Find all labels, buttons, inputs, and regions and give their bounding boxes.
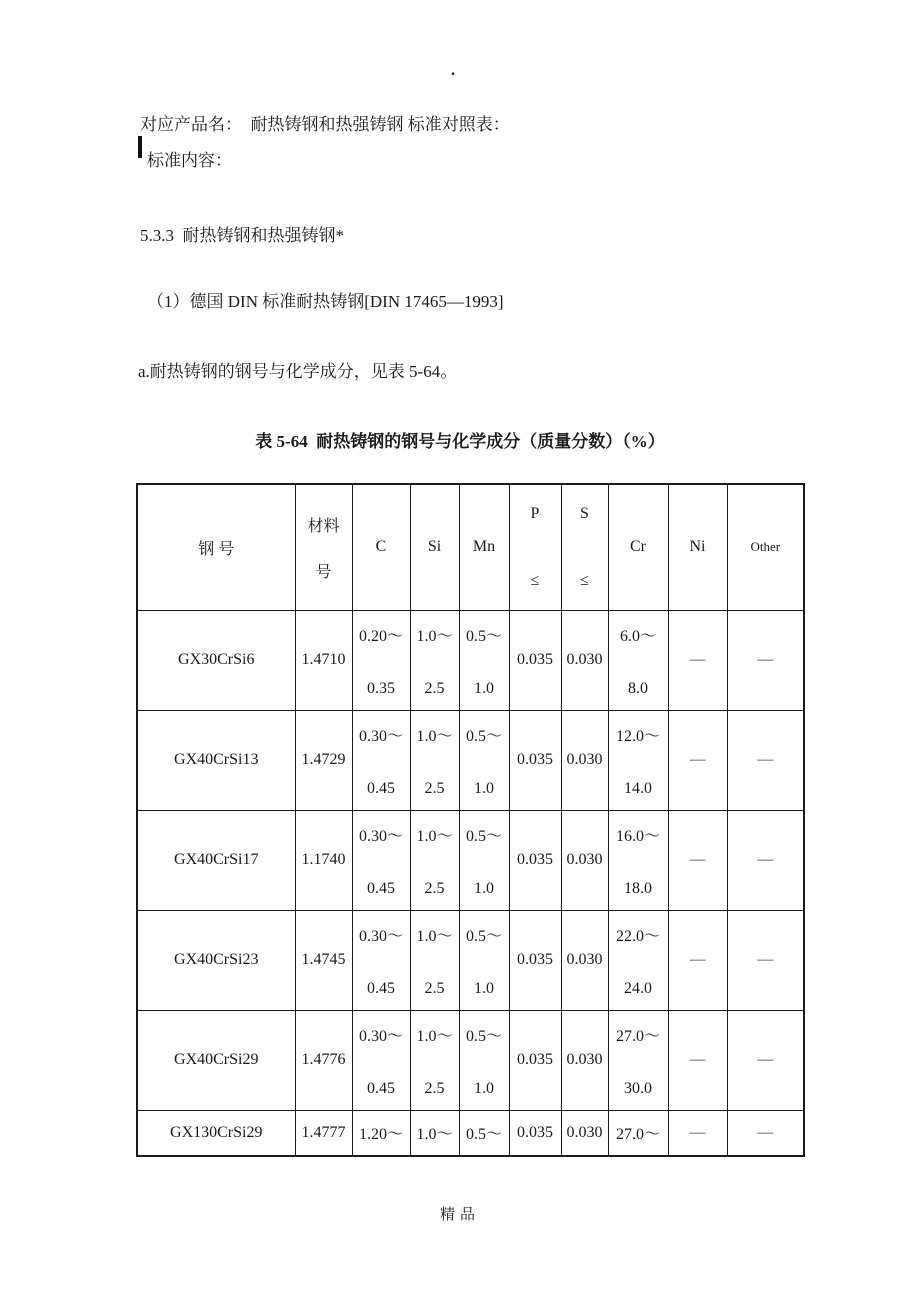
top-dot: . bbox=[451, 62, 455, 79]
cell-p: 0.035 bbox=[509, 1110, 561, 1156]
cell-s: 0.030 bbox=[561, 1010, 608, 1110]
cell-c: 0.30～ 0.45 bbox=[352, 910, 410, 1010]
cell-mn: 0.5～ 1.0 bbox=[459, 610, 509, 710]
section-heading: 5.3.3 耐热铸钢和热强铸钢* bbox=[140, 226, 344, 245]
col-header-s bbox=[561, 484, 608, 610]
cell-s: 0.030 bbox=[561, 910, 608, 1010]
table-row bbox=[137, 1110, 804, 1156]
cell-c: 0.30～ 0.45 bbox=[352, 1010, 410, 1110]
cell-grade: GX30CrSi6 bbox=[137, 610, 295, 710]
cell-other: — bbox=[727, 710, 804, 810]
cell-material-no: 1.4776 bbox=[295, 1010, 352, 1110]
cell-p: 0.035 bbox=[509, 1010, 561, 1110]
cell-p: 0.035 bbox=[509, 610, 561, 710]
table-caption: 表 5-64 耐热铸钢的钢号与化学成分（质量分数）（%） bbox=[255, 432, 665, 451]
less-equal-symbol: ≤ bbox=[580, 571, 589, 589]
cell-cr: 27.0～ bbox=[608, 1110, 668, 1156]
cell-s: 0.030 bbox=[561, 710, 608, 810]
footer-label: 精品 bbox=[439, 1207, 480, 1223]
header-label: Si bbox=[427, 538, 442, 556]
cell-s: 0.030 bbox=[561, 810, 608, 910]
cell-grade: GX40CrSi17 bbox=[137, 810, 295, 910]
cell-other: — bbox=[727, 810, 804, 910]
table-row bbox=[137, 610, 804, 710]
cell-grade: GX40CrSi23 bbox=[137, 910, 295, 1010]
cell-other: — bbox=[727, 1010, 804, 1110]
col-header-p bbox=[509, 484, 561, 610]
cell-si: 1.0～ 2.5 bbox=[410, 910, 459, 1010]
col-header-material-no bbox=[295, 484, 352, 610]
cell-ni: — bbox=[668, 610, 727, 710]
cell-c: 0.20～ 0.35 bbox=[352, 610, 410, 710]
col-header-other bbox=[727, 484, 804, 610]
cell-material-no: 1.4729 bbox=[295, 710, 352, 810]
cell-cr: 16.0～ 18.0 bbox=[608, 810, 668, 910]
less-equal-symbol: ≤ bbox=[530, 571, 540, 589]
cell-cr: 12.0～ 14.0 bbox=[608, 710, 668, 810]
col-header-grade bbox=[137, 484, 295, 610]
header-label: C bbox=[375, 538, 387, 556]
cell-material-no: 1.4777 bbox=[295, 1110, 352, 1156]
cell-cr: 6.0～ 8.0 bbox=[608, 610, 668, 710]
table-row bbox=[137, 910, 804, 1010]
col-header-si bbox=[410, 484, 459, 610]
table-row bbox=[137, 1010, 804, 1110]
cell-mn: 0.5～ 1.0 bbox=[459, 810, 509, 910]
col-header-ni bbox=[668, 484, 727, 610]
cell-si: 1.0～ 2.5 bbox=[410, 710, 459, 810]
header-label: S bbox=[580, 505, 589, 522]
cell-c: 0.30～ 0.45 bbox=[352, 810, 410, 910]
product-name-line: 对应产品名： 耐热铸钢和热强铸钢 标准对照表： bbox=[140, 115, 510, 134]
cell-material-no: 1.4745 bbox=[295, 910, 352, 1010]
header-label: P bbox=[530, 505, 540, 522]
header-row bbox=[137, 484, 804, 610]
composition-table bbox=[136, 483, 805, 1157]
cell-si: 1.0～ bbox=[410, 1110, 459, 1156]
standard-content-line: 标准内容： bbox=[147, 151, 232, 170]
cell-s: 0.030 bbox=[561, 610, 608, 710]
cell-si: 1.0～ 2.5 bbox=[410, 1010, 459, 1110]
cell-material-no: 1.4710 bbox=[295, 610, 352, 710]
cell-p: 0.035 bbox=[509, 710, 561, 810]
col-header-mn bbox=[459, 484, 509, 610]
cell-ni: — bbox=[668, 710, 727, 810]
cell-other: — bbox=[727, 610, 804, 710]
col-header-c bbox=[352, 484, 410, 610]
cell-cr: 22.0～ 24.0 bbox=[608, 910, 668, 1010]
cell-cr: 27.0～ 30.0 bbox=[608, 1010, 668, 1110]
cell-other: — bbox=[727, 1110, 804, 1156]
cell-grade: GX40CrSi13 bbox=[137, 710, 295, 810]
cell-mn: 0.5～ 1.0 bbox=[459, 710, 509, 810]
cell-p: 0.035 bbox=[509, 810, 561, 910]
din-standard-line: （1）德国 DIN 标准耐热铸钢[DIN 17465—1993] bbox=[147, 292, 504, 311]
cell-si: 1.0～ 2.5 bbox=[410, 810, 459, 910]
cell-ni: — bbox=[668, 1110, 727, 1156]
cell-ni: — bbox=[668, 810, 727, 910]
cell-ni: — bbox=[668, 1010, 727, 1110]
cell-material-no: 1.1740 bbox=[295, 810, 352, 910]
cell-c: 1.20～ bbox=[352, 1110, 410, 1156]
col-header-cr bbox=[608, 484, 668, 610]
header-label: 钢 号 bbox=[198, 540, 235, 558]
header-label: 号 bbox=[315, 563, 332, 581]
table-ref-line: a.耐热铸钢的钢号与化学成分，见表 5-64。 bbox=[138, 362, 458, 381]
header-label: Ni bbox=[689, 538, 706, 556]
cell-p: 0.035 bbox=[509, 910, 561, 1010]
table-row bbox=[137, 710, 804, 810]
cell-grade: GX40CrSi29 bbox=[137, 1010, 295, 1110]
header-label: Mn bbox=[472, 538, 496, 556]
text-cursor bbox=[138, 136, 142, 158]
cell-si: 1.0～ 2.5 bbox=[410, 610, 459, 710]
cell-other: — bbox=[727, 910, 804, 1010]
header-label: Other bbox=[750, 539, 781, 555]
header-label: 材料 bbox=[307, 518, 340, 535]
cell-s: 0.030 bbox=[561, 1110, 608, 1156]
table-row bbox=[137, 810, 804, 910]
header-label: Cr bbox=[630, 538, 646, 556]
cell-mn: 0.5～ bbox=[459, 1110, 509, 1156]
cell-c: 0.30～ 0.45 bbox=[352, 710, 410, 810]
cell-ni: — bbox=[668, 910, 727, 1010]
cell-grade: GX130CrSi29 bbox=[137, 1110, 295, 1156]
cell-mn: 0.5～ 1.0 bbox=[459, 1010, 509, 1110]
cell-mn: 0.5～ 1.0 bbox=[459, 910, 509, 1010]
